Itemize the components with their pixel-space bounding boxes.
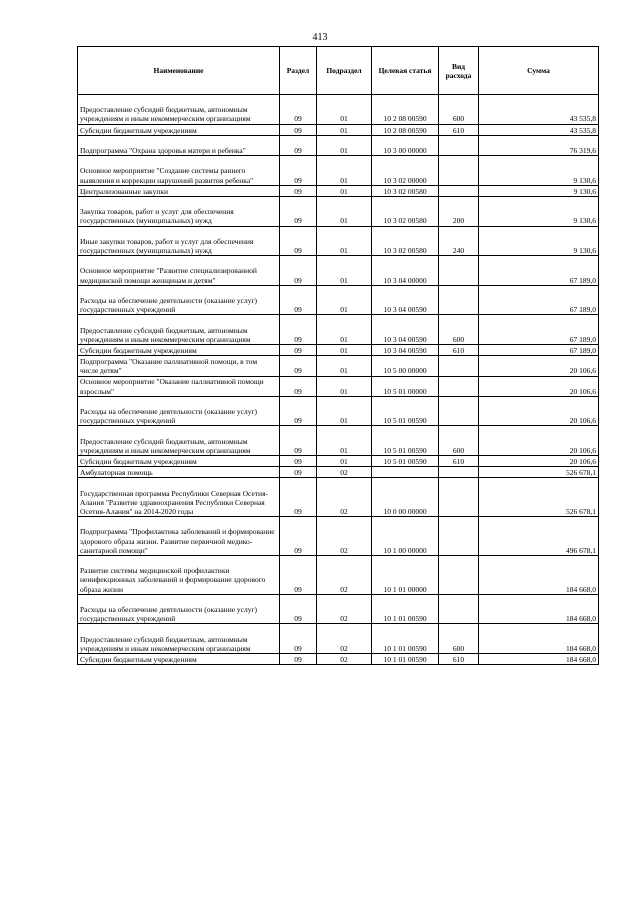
row-podrazdel-cell: 01 bbox=[317, 156, 372, 186]
row-summa-cell: 526 678,1 bbox=[479, 478, 599, 517]
row-razdel-cell: 09 bbox=[280, 456, 317, 467]
row-podrazdel-cell: 02 bbox=[317, 467, 372, 478]
row-podrazdel-cell: 01 bbox=[317, 124, 372, 135]
row-name-cell: Предоставление субсидий бюджетным, автономным учреждениям и иным некоммерческим организациям bbox=[78, 315, 280, 345]
row-razdel-cell: 09 bbox=[280, 95, 317, 125]
row-vid-cell: 610 bbox=[439, 124, 479, 135]
row-statya-cell: 10 3 04 00000 bbox=[372, 256, 439, 286]
table-row bbox=[78, 315, 599, 345]
row-name-cell: Субсидии бюджетным учреждениям bbox=[78, 654, 280, 665]
row-statya-cell: 10 5 01 00590 bbox=[372, 396, 439, 426]
row-razdel-cell: 09 bbox=[280, 135, 317, 155]
row-podrazdel-cell: 02 bbox=[317, 654, 372, 665]
row-vid-cell bbox=[439, 356, 479, 376]
row-podrazdel-cell: 02 bbox=[317, 624, 372, 654]
table-row bbox=[78, 376, 599, 396]
row-name-cell: Субсидии бюджетным учреждениям bbox=[78, 344, 280, 355]
row-razdel-cell: 09 bbox=[280, 517, 317, 556]
row-summa-cell: 184 668,0 bbox=[479, 594, 599, 624]
row-podrazdel-cell: 02 bbox=[317, 594, 372, 624]
row-podrazdel-cell: 01 bbox=[317, 185, 372, 196]
header-statya: Целевая статья bbox=[372, 47, 439, 95]
row-razdel-cell: 09 bbox=[280, 467, 317, 478]
row-name-cell: Закупка товаров, работ и услуг для обеспечения государственных (муниципальных) нужд bbox=[78, 196, 280, 226]
row-name-cell: Расходы на обеспечение деятельности (оказание услуг) государственных учреждений bbox=[78, 594, 280, 624]
row-statya-cell: 10 3 04 00590 bbox=[372, 285, 439, 315]
row-summa-cell: 67 189,0 bbox=[479, 315, 599, 345]
row-vid-cell bbox=[439, 517, 479, 556]
row-name-cell: Подпрограмма "Оказание паллиативной помощи, в том числе детям" bbox=[78, 356, 280, 376]
row-statya-cell: 10 3 00 00000 bbox=[372, 135, 439, 155]
row-razdel-cell: 09 bbox=[280, 315, 317, 345]
row-razdel-cell: 09 bbox=[280, 478, 317, 517]
table-row bbox=[78, 344, 599, 355]
row-summa-cell: 43 535,8 bbox=[479, 124, 599, 135]
row-razdel-cell: 09 bbox=[280, 426, 317, 456]
row-razdel-cell: 09 bbox=[280, 376, 317, 396]
row-summa-cell: 20 106,6 bbox=[479, 456, 599, 467]
row-summa-cell: 184 668,0 bbox=[479, 556, 599, 595]
header-vid: Вид расхода bbox=[439, 47, 479, 95]
row-vid-cell: 200 bbox=[439, 196, 479, 226]
table-row bbox=[78, 517, 599, 556]
row-name-cell: Субсидии бюджетным учреждениям bbox=[78, 456, 280, 467]
table-row bbox=[78, 256, 599, 286]
row-statya-cell: 10 1 01 00590 bbox=[372, 624, 439, 654]
row-razdel-cell: 09 bbox=[280, 396, 317, 426]
row-summa-cell: 20 106,6 bbox=[479, 396, 599, 426]
header-podrazdel: Подраздел bbox=[317, 47, 372, 95]
row-statya-cell: 10 3 02 00580 bbox=[372, 185, 439, 196]
row-podrazdel-cell: 01 bbox=[317, 256, 372, 286]
row-statya-cell: 10 3 04 00590 bbox=[372, 315, 439, 345]
row-podrazdel-cell: 01 bbox=[317, 95, 372, 125]
row-podrazdel-cell: 01 bbox=[317, 315, 372, 345]
table-row bbox=[78, 478, 599, 517]
table-row bbox=[78, 467, 599, 478]
row-name-cell: Расходы на обеспечение деятельности (оказание услуг) государственных учреждений bbox=[78, 396, 280, 426]
row-statya-cell: 10 1 00 00000 bbox=[372, 517, 439, 556]
row-vid-cell: 600 bbox=[439, 624, 479, 654]
row-vid-cell bbox=[439, 256, 479, 286]
table-row bbox=[78, 396, 599, 426]
row-summa-cell: 67 189,0 bbox=[479, 344, 599, 355]
row-statya-cell: 10 2 08 00590 bbox=[372, 95, 439, 125]
row-name-cell: Государственная программа Республики Северная Осетия-Алания "Развитие здравоохранения Республики Северная Осетия-Алания" на 2014-2020 годы bbox=[78, 478, 280, 517]
table-row bbox=[78, 124, 599, 135]
row-summa-cell: 20 106,6 bbox=[479, 356, 599, 376]
row-podrazdel-cell: 01 bbox=[317, 135, 372, 155]
row-summa-cell: 76 319,6 bbox=[479, 135, 599, 155]
row-podrazdel-cell: 02 bbox=[317, 517, 372, 556]
table-row bbox=[78, 624, 599, 654]
row-summa-cell: 9 130,6 bbox=[479, 226, 599, 256]
row-name-cell: Основное мероприятие "Оказание паллиативной помощи взрослым" bbox=[78, 376, 280, 396]
row-statya-cell: 10 3 04 00590 bbox=[372, 344, 439, 355]
row-podrazdel-cell: 02 bbox=[317, 556, 372, 595]
row-podrazdel-cell: 01 bbox=[317, 196, 372, 226]
row-podrazdel-cell: 01 bbox=[317, 285, 372, 315]
row-statya-cell: 10 5 01 00000 bbox=[372, 376, 439, 396]
row-razdel-cell: 09 bbox=[280, 556, 317, 595]
table-row bbox=[78, 135, 599, 155]
row-statya-cell: 10 1 01 00590 bbox=[372, 594, 439, 624]
row-razdel-cell: 09 bbox=[280, 356, 317, 376]
row-summa-cell: 20 106,6 bbox=[479, 426, 599, 456]
row-vid-cell bbox=[439, 376, 479, 396]
row-razdel-cell: 09 bbox=[280, 196, 317, 226]
row-razdel-cell: 09 bbox=[280, 226, 317, 256]
row-statya-cell: 10 1 01 00590 bbox=[372, 654, 439, 665]
table-header-row bbox=[78, 47, 599, 95]
row-statya-cell: 10 1 01 00000 bbox=[372, 556, 439, 595]
row-vid-cell bbox=[439, 396, 479, 426]
row-statya-cell: 10 3 02 00580 bbox=[372, 196, 439, 226]
row-summa-cell: 9 130,6 bbox=[479, 196, 599, 226]
row-name-cell: Иные закупки товаров, работ и услуг для обеспечения государственных (муниципальных) нужд bbox=[78, 226, 280, 256]
row-name-cell: Централизованные закупки bbox=[78, 185, 280, 196]
row-name-cell: Подпрограмма "Профилактика заболеваний и формирование здорового образа жизни. Развитие первичной медико-санитарной помощи" bbox=[78, 517, 280, 556]
row-vid-cell bbox=[439, 135, 479, 155]
row-podrazdel-cell: 01 bbox=[317, 376, 372, 396]
row-statya-cell: 10 5 00 00000 bbox=[372, 356, 439, 376]
row-vid-cell bbox=[439, 594, 479, 624]
row-name-cell: Подпрограмма "Охрана здоровья матери и ребенка" bbox=[78, 135, 280, 155]
row-vid-cell: 240 bbox=[439, 226, 479, 256]
row-vid-cell: 610 bbox=[439, 654, 479, 665]
row-name-cell: Предоставление субсидий бюджетным, автономным учреждениям и иным некоммерческим организациям bbox=[78, 624, 280, 654]
row-statya-cell: 10 5 01 00590 bbox=[372, 426, 439, 456]
table-row bbox=[78, 185, 599, 196]
row-name-cell: Предоставление субсидий бюджетным, автономным учреждениям и иным некоммерческим организациям bbox=[78, 95, 280, 125]
row-razdel-cell: 09 bbox=[280, 256, 317, 286]
row-razdel-cell: 09 bbox=[280, 185, 317, 196]
row-name-cell: Субсидии бюджетным учреждениям bbox=[78, 124, 280, 135]
row-razdel-cell: 09 bbox=[280, 344, 317, 355]
row-name-cell: Амбулаторная помощь bbox=[78, 467, 280, 478]
row-podrazdel-cell: 01 bbox=[317, 344, 372, 355]
row-summa-cell: 526 678,1 bbox=[479, 467, 599, 478]
row-vid-cell bbox=[439, 478, 479, 517]
row-name-cell: Предоставление субсидий бюджетным, автономным учреждениям и иным некоммерческим организациям bbox=[78, 426, 280, 456]
header-summa: Сумма bbox=[479, 47, 599, 95]
row-podrazdel-cell: 01 bbox=[317, 356, 372, 376]
row-razdel-cell: 09 bbox=[280, 594, 317, 624]
row-name-cell: Развитие системы медицинской профилактики неинфекционных заболеваний и формирование здорового образа жизни bbox=[78, 556, 280, 595]
row-statya-cell bbox=[372, 467, 439, 478]
row-name-cell: Основное мероприятие "Создание системы раннего выявления и коррекции нарушений развития ребенка" bbox=[78, 156, 280, 186]
row-vid-cell: 600 bbox=[439, 315, 479, 345]
row-podrazdel-cell: 01 bbox=[317, 396, 372, 426]
row-razdel-cell: 09 bbox=[280, 654, 317, 665]
row-razdel-cell: 09 bbox=[280, 624, 317, 654]
row-razdel-cell: 09 bbox=[280, 156, 317, 186]
table-row bbox=[78, 196, 599, 226]
row-vid-cell: 600 bbox=[439, 426, 479, 456]
row-summa-cell: 43 535,8 bbox=[479, 95, 599, 125]
row-vid-cell bbox=[439, 185, 479, 196]
row-vid-cell: 610 bbox=[439, 344, 479, 355]
row-podrazdel-cell: 01 bbox=[317, 226, 372, 256]
row-summa-cell: 184 668,0 bbox=[479, 654, 599, 665]
row-summa-cell: 67 189,0 bbox=[479, 285, 599, 315]
row-statya-cell: 10 0 00 00000 bbox=[372, 478, 439, 517]
table-row bbox=[78, 426, 599, 456]
row-summa-cell: 496 678,1 bbox=[479, 517, 599, 556]
row-summa-cell: 20 106,6 bbox=[479, 376, 599, 396]
row-name-cell: Расходы на обеспечение деятельности (оказание услуг) государственных учреждений bbox=[78, 285, 280, 315]
row-summa-cell: 9 130,6 bbox=[479, 156, 599, 186]
row-podrazdel-cell: 01 bbox=[317, 426, 372, 456]
table-row bbox=[78, 594, 599, 624]
row-vid-cell: 610 bbox=[439, 456, 479, 467]
table-row bbox=[78, 156, 599, 186]
table-row bbox=[78, 226, 599, 256]
row-vid-cell: 600 bbox=[439, 95, 479, 125]
row-vid-cell bbox=[439, 467, 479, 478]
row-name-cell: Основное мероприятие "Развитие специализированной медицинской помощи женщинам и детям" bbox=[78, 256, 280, 286]
row-summa-cell: 67 189,0 bbox=[479, 256, 599, 286]
table-row bbox=[78, 556, 599, 595]
row-statya-cell: 10 2 08 00590 bbox=[372, 124, 439, 135]
row-vid-cell bbox=[439, 285, 479, 315]
row-razdel-cell: 09 bbox=[280, 124, 317, 135]
page-number: 413 bbox=[312, 32, 328, 43]
table-row bbox=[78, 95, 599, 125]
row-razdel-cell: 09 bbox=[280, 285, 317, 315]
row-statya-cell: 10 3 02 00000 bbox=[372, 156, 439, 186]
row-podrazdel-cell: 01 bbox=[317, 456, 372, 467]
row-vid-cell bbox=[439, 156, 479, 186]
table-row bbox=[78, 654, 599, 665]
budget-table bbox=[77, 46, 599, 665]
row-statya-cell: 10 5 01 00590 bbox=[372, 456, 439, 467]
table-row bbox=[78, 456, 599, 467]
row-podrazdel-cell: 02 bbox=[317, 478, 372, 517]
header-name: Наименование bbox=[78, 47, 280, 95]
header-razdel: Раздел bbox=[280, 47, 317, 95]
row-vid-cell bbox=[439, 556, 479, 595]
row-statya-cell: 10 3 02 00580 bbox=[372, 226, 439, 256]
table-row bbox=[78, 356, 599, 376]
row-summa-cell: 184 668,0 bbox=[479, 624, 599, 654]
row-summa-cell: 9 130,6 bbox=[479, 185, 599, 196]
table-row bbox=[78, 285, 599, 315]
